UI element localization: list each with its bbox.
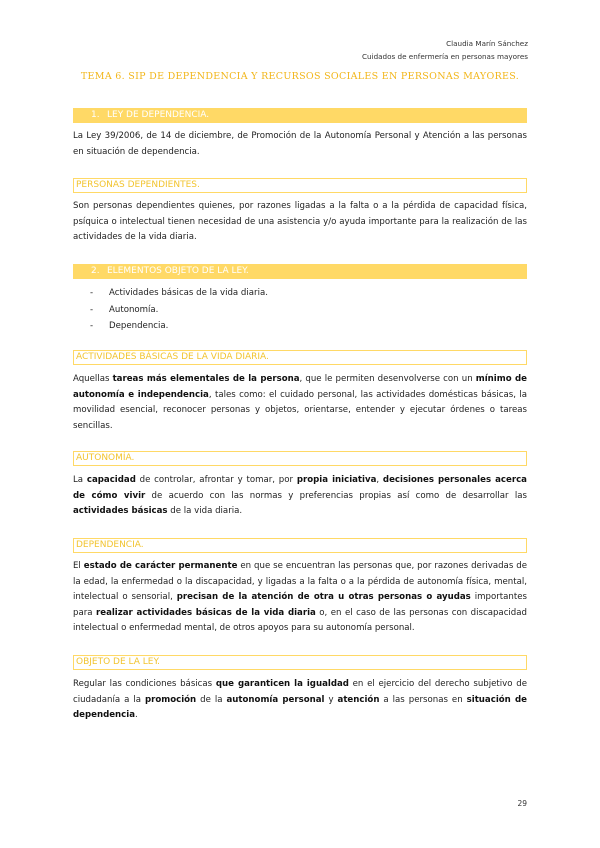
- text-run: La: [73, 475, 87, 485]
- text-run: Regular las condiciones básicas: [73, 679, 216, 689]
- paragraph-dependencia: [73, 559, 527, 637]
- text-run: en que se encuentran las personas que, por razones derivadas de la edad, la enfermedad o la discapacidad, y ligadas a la falta o a la pérdida de autonomía física, mental, intelectual o sensorial,: [73, 561, 527, 602]
- text-run: de controlar, afrontar y tomar, por: [135, 475, 297, 485]
- paragraph-autonomia: [73, 473, 527, 520]
- header-subject: Cuidados de enfermería en personas mayores: [362, 52, 528, 61]
- list-item: - Actividades básicas de la vida diaria.: [90, 285, 510, 302]
- elements-list: [90, 285, 510, 335]
- text-run: importantes para: [73, 592, 528, 618]
- paragraph-abvd: [73, 372, 527, 434]
- text-run: de la vida diaria.: [167, 506, 243, 516]
- bold-run: decisiones personales acerca de cómo vivir: [73, 475, 527, 501]
- text-run: de la: [196, 694, 227, 705]
- subheading-dependencia: DEPENDENCIA.: [73, 538, 527, 553]
- bold-run: que garanticen la igualdad: [215, 679, 349, 689]
- text-run: o, en el caso de las personas con discapacidad intelectual o enfermedad mental, de otros apoyos para su autonomía personal.: [73, 607, 527, 633]
- bold-run: capacidad: [86, 475, 136, 485]
- text-run: .: [135, 710, 138, 720]
- section-heading-2: [73, 264, 527, 279]
- paragraph-personas-dependientes: Son personas dependientes quienes, por razones ligadas a la falta o a la pérdida de capacidad física, psíquica o intelectual tienen necesidad de una asistencia y/o ayuda importante para la realización de las actividades de la vida diaria.: [73, 201, 527, 242]
- section-number: 1.: [91, 110, 100, 120]
- text-run: a las personas en: [379, 694, 467, 705]
- section-label: LEY DE DEPENDENCIA.: [107, 110, 210, 120]
- bold-run: precisan de la atención de otra u otras personas o ayudas: [176, 592, 471, 602]
- page-number: 29: [517, 799, 527, 808]
- list-item: - Autonomía.: [90, 302, 510, 319]
- header-author: Claudia Marín Sánchez: [446, 39, 528, 48]
- bold-run: realizar actividades básicas de la vida diaria: [96, 607, 316, 618]
- bold-run: atención: [337, 694, 380, 705]
- bold-run: estado de carácter permanente: [83, 561, 238, 571]
- paragraph-ley: La Ley 39/2006, de 14 de diciembre, de Promoción de la Autonomía Personal y Atención a las personas en situación de dependencia.: [73, 131, 527, 157]
- subheading-abvd: ACTIVIDADES BÁSICAS DE LA VIDA DIARIA.: [73, 350, 527, 365]
- subheading-autonomia: AUTONOMÍA.: [73, 451, 527, 466]
- document-title: TEMA 6. SIP DE DEPENDENCIA Y RECURSOS SOCIALES EN PERSONAS MAYORES.: [80, 71, 520, 82]
- bold-run: promoción: [144, 694, 197, 705]
- bold-run: actividades básicas: [73, 506, 168, 516]
- bold-run: propia iniciativa: [296, 475, 377, 485]
- list-item: - Dependencia.: [90, 318, 510, 335]
- text-run: Aquellas: [73, 374, 113, 384]
- text-run: de acuerdo con las normas y preferencias propias así como de desarrollar las: [145, 490, 528, 501]
- bold-run: mínimo de autonomía e independencia: [73, 374, 527, 400]
- section-number: 2.: [91, 266, 100, 276]
- paragraph-objeto: [73, 677, 527, 724]
- text-run: , que le permiten desenvolverse con un: [299, 374, 476, 384]
- section-label: ELEMENTOS OBJETO DE LA LEY.: [107, 266, 249, 276]
- subheading-objeto: OBJETO DE LA LEY.: [73, 655, 527, 670]
- bold-run: situación de dependencia: [73, 694, 528, 720]
- text-run: ,: [376, 475, 383, 485]
- bold-run: autonomía personal: [226, 694, 325, 705]
- text-run: en el ejercicio del derecho subjetivo de ciudadanía a la: [73, 679, 527, 705]
- section-heading-1: [73, 108, 527, 123]
- subheading-personas-dependientes: PERSONAS DEPENDIENTES.: [73, 178, 527, 193]
- text-run: , tales como: el cuidado personal, las actividades domésticas básicas, la movilidad esencial, reconocer personas y objetos, orientarse, entender y ejecutar órdenes o tareas sencillas.: [73, 389, 527, 431]
- bold-run: tareas más elementales de la persona: [112, 374, 300, 384]
- text-run: El: [73, 561, 84, 571]
- text-run: y: [324, 694, 338, 705]
